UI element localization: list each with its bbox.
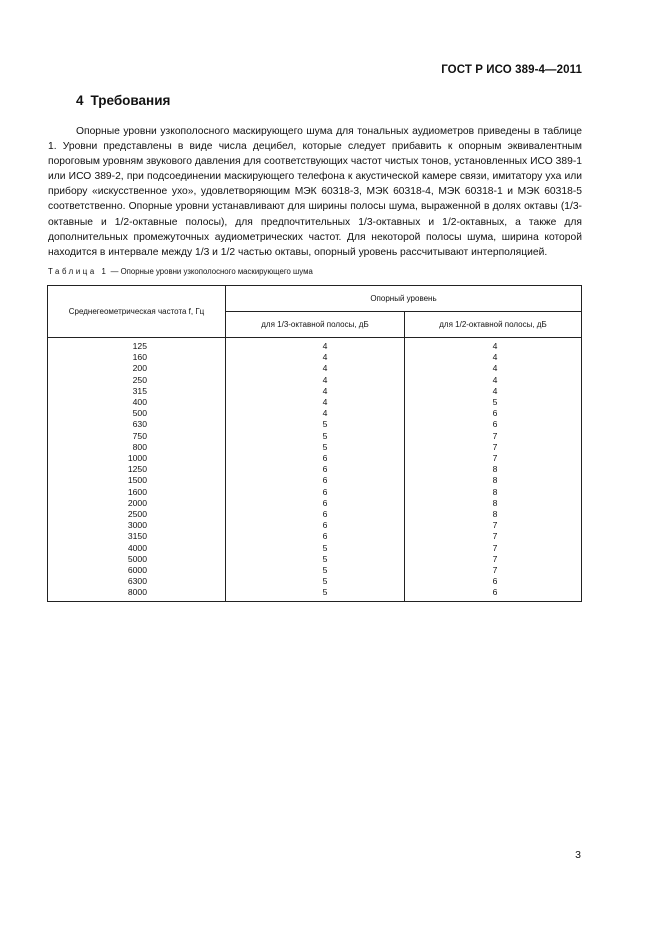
table-row (48, 338, 582, 353)
cell-third-octave: 5 (226, 543, 405, 554)
cell-third-octave: 5 (226, 576, 405, 587)
table-row (48, 475, 582, 486)
cell-third-octave: 4 (226, 397, 405, 408)
cell-half-octave: 8 (405, 509, 582, 520)
cell-frequency: 125 (48, 338, 226, 353)
cell-half-octave: 7 (405, 554, 582, 565)
table-caption-text: — Опорные уровни узкополосного маскирующего шума (108, 267, 313, 276)
cell-half-octave: 8 (405, 475, 582, 486)
table-row (48, 431, 582, 442)
cell-half-octave: 4 (405, 375, 582, 386)
reference-levels-table (47, 285, 582, 602)
cell-frequency: 250 (48, 375, 226, 386)
cell-frequency: 3150 (48, 531, 226, 542)
cell-half-octave: 8 (405, 464, 582, 475)
cell-frequency: 2500 (48, 509, 226, 520)
table-body (48, 338, 582, 602)
cell-frequency: 4000 (48, 543, 226, 554)
cell-frequency: 6000 (48, 565, 226, 576)
cell-half-octave: 7 (405, 565, 582, 576)
cell-third-octave: 6 (226, 520, 405, 531)
table-row (48, 576, 582, 587)
table-row (48, 352, 582, 363)
cell-half-octave: 6 (405, 576, 582, 587)
cell-frequency: 750 (48, 431, 226, 442)
cell-frequency: 2000 (48, 498, 226, 509)
table-row (48, 375, 582, 386)
cell-third-octave: 5 (226, 442, 405, 453)
cell-half-octave: 4 (405, 352, 582, 363)
table-row (48, 509, 582, 520)
cell-half-octave: 7 (405, 431, 582, 442)
table-row (48, 554, 582, 565)
cell-half-octave: 4 (405, 338, 582, 353)
table-row (48, 543, 582, 554)
table-row (48, 531, 582, 542)
cell-half-octave: 4 (405, 386, 582, 397)
table-row (48, 587, 582, 601)
cell-half-octave: 6 (405, 408, 582, 419)
cell-third-octave: 4 (226, 352, 405, 363)
cell-third-octave: 5 (226, 431, 405, 442)
table-row (48, 487, 582, 498)
section-title-text: Требования (90, 93, 171, 108)
document-code: ГОСТ Р ИСО 389-4—2011 (441, 64, 582, 76)
cell-third-octave: 4 (226, 363, 405, 374)
table-row (48, 498, 582, 509)
cell-half-octave: 7 (405, 453, 582, 464)
cell-frequency: 500 (48, 408, 226, 419)
cell-frequency: 315 (48, 386, 226, 397)
cell-third-octave: 5 (226, 565, 405, 576)
cell-frequency: 1000 (48, 453, 226, 464)
table-row (48, 442, 582, 453)
cell-third-octave: 5 (226, 587, 405, 601)
table-caption (48, 267, 313, 276)
table-caption-label: Таблица 1 (48, 267, 109, 276)
cell-frequency: 200 (48, 363, 226, 374)
table-row (48, 453, 582, 464)
cell-frequency: 400 (48, 397, 226, 408)
cell-third-octave: 6 (226, 464, 405, 475)
cell-frequency: 1250 (48, 464, 226, 475)
table-row (48, 520, 582, 531)
header-third-octave: для 1/3-октавной полосы, дБ (226, 312, 405, 338)
table-row (48, 419, 582, 430)
table-row (48, 565, 582, 576)
table-row (48, 464, 582, 475)
section-heading (76, 93, 170, 108)
cell-third-octave: 4 (226, 408, 405, 419)
cell-half-octave: 6 (405, 587, 582, 601)
cell-third-octave: 4 (226, 338, 405, 353)
page-number: 3 (575, 849, 581, 861)
section-number: 4 (76, 93, 84, 108)
cell-frequency: 8000 (48, 587, 226, 601)
cell-frequency: 800 (48, 442, 226, 453)
table-row (48, 363, 582, 374)
cell-third-octave: 6 (226, 475, 405, 486)
cell-frequency: 6300 (48, 576, 226, 587)
cell-third-octave: 4 (226, 375, 405, 386)
cell-half-octave: 7 (405, 543, 582, 554)
cell-third-octave: 4 (226, 386, 405, 397)
requirements-paragraph: Опорные уровни узкополосного маскирующего шума для тональных аудиометров приведены в таблице 1. Уровни представлены в виде числа децибел, которые следует прибавить к опорным эквивалентным пороговым уровням звукового давления для соответствующих частот чистых тонов, установленных ИСО 389-1 или ИСО 389-2, при подсоединении маскирующего телефона к акустической камере связи, имитатору уха или прибору «искусственное ухо», удовлетворяющим МЭК 60318-3, МЭК 60318-4, МЭК 60318-1 и МЭК 60318-5 соответственно. Опорные уровни устанавливают для ширины полосы шума, выраженной в долях октавы (1/3-октавные и 1/2-октавные полосы), для предпочтительных 1/3-октавных и 1/2-октавных, а также для дополнительных промежуточных аудиометрических частот. Для некоторой полосы шума, ширина которой находится в интервале между 1/3 и 1/2 частью октавы, опорный уровень рассчитывают интерполяцией. (48, 126, 582, 258)
header-frequency: Среднегеометрическая частота f, Гц (48, 286, 226, 338)
cell-third-octave: 6 (226, 509, 405, 520)
cell-frequency: 3000 (48, 520, 226, 531)
cell-half-octave: 6 (405, 419, 582, 430)
cell-half-octave: 7 (405, 520, 582, 531)
cell-frequency: 1600 (48, 487, 226, 498)
header-reference-level: Опорный уровень (226, 286, 582, 312)
table-row (48, 386, 582, 397)
cell-frequency: 1500 (48, 475, 226, 486)
cell-third-octave: 6 (226, 498, 405, 509)
cell-half-octave: 8 (405, 487, 582, 498)
cell-half-octave: 7 (405, 531, 582, 542)
header-half-octave: для 1/2-октавной полосы, дБ (405, 312, 582, 338)
cell-frequency: 5000 (48, 554, 226, 565)
cell-third-octave: 6 (226, 487, 405, 498)
table-row (48, 397, 582, 408)
cell-frequency: 160 (48, 352, 226, 363)
cell-frequency: 630 (48, 419, 226, 430)
cell-third-octave: 5 (226, 419, 405, 430)
cell-half-octave: 4 (405, 363, 582, 374)
cell-third-octave: 5 (226, 554, 405, 565)
cell-third-octave: 6 (226, 453, 405, 464)
cell-half-octave: 8 (405, 498, 582, 509)
cell-half-octave: 5 (405, 397, 582, 408)
cell-half-octave: 7 (405, 442, 582, 453)
table-row (48, 408, 582, 419)
cell-third-octave: 6 (226, 531, 405, 542)
